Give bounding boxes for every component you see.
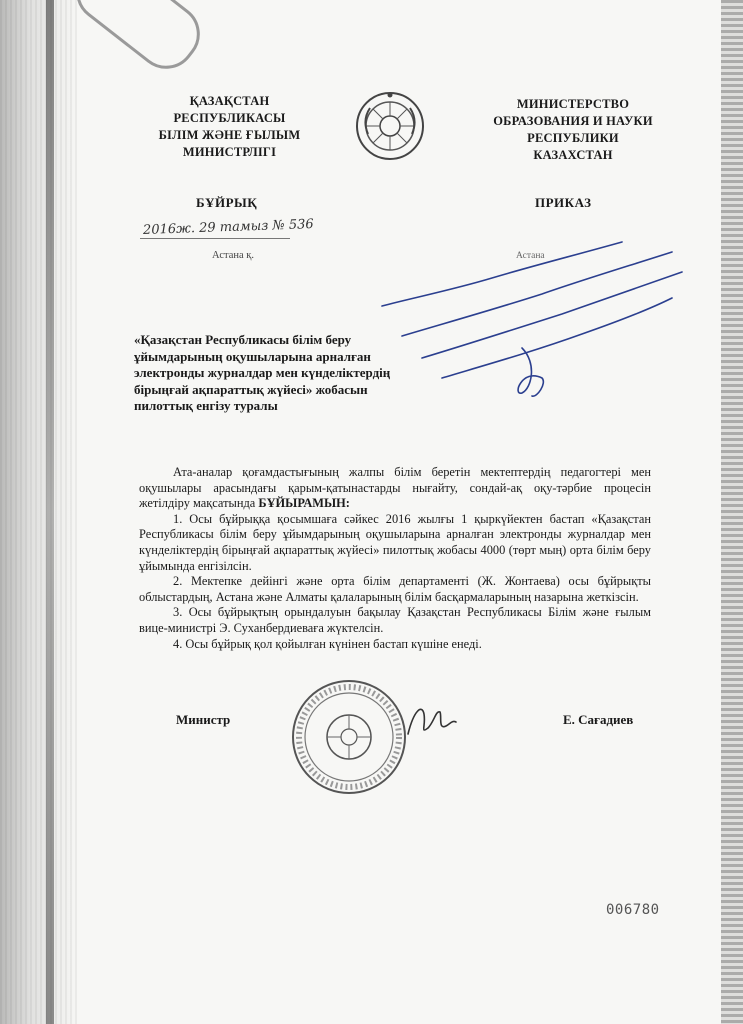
header-ru: [488, 96, 658, 164]
order-date-number: 2016ж. 29 тамыз № 536: [142, 217, 314, 238]
body-paragraph: 4. Осы бұйрық қол қойылған күнінен бастап күшіне енеді.: [173, 636, 482, 651]
signatory-title: Министр: [176, 712, 231, 727]
official-round-stamp-icon: [290, 678, 408, 796]
order-label-ru: ПРИКАЗ: [535, 195, 592, 210]
header-kz-line: МИНИСТРЛІГІ: [182, 145, 277, 159]
city-label-ru: Астана: [516, 251, 545, 261]
city-label-kz: Астана қ.: [212, 250, 254, 261]
handwritten-signature: [400, 700, 460, 740]
signatory-name: Е. Сағадиев: [563, 712, 634, 727]
date-underline: [140, 238, 290, 239]
scan-shadow-right: [721, 0, 743, 1024]
order-subject: «Қазақстан Республикасы білім беру ұйымдарының оқушыларына арналған электронды журналдар мен күнделіктердің бірыңғай ақпараттық жүйесі» жобасын пилоттық енгізу туралы: [134, 332, 391, 414]
header-ru-line: МИНИСТЕРСТВО: [516, 97, 630, 111]
kazakhstan-state-emblem-icon: [354, 90, 426, 162]
paperclip-shape: [64, 0, 212, 81]
body-paragraph-text: Ата-аналар қоғамдастығының жалпы білім беретін мектептердің педагогтері мен оқушылары арасындағы қарым-қатынастарды нығайту, сондай-ақ оқу-тәрбие процесін жетілдіру мақсатында: [139, 465, 651, 511]
order-label-kz: БҰЙРЫҚ: [196, 195, 258, 210]
order-directive: БҰЙЫРАМЫН:: [258, 496, 350, 511]
header-kz-line: РЕСПУБЛИКАСЫ: [173, 111, 286, 125]
header-kz: [132, 93, 327, 161]
header-ru-line: ОБРАЗОВАНИЯ И НАУКИ: [493, 114, 653, 128]
header-kz-line: БІЛІМ ЖӘНЕ ҒЫЛЫМ: [158, 128, 301, 142]
scan-shadow-left: [0, 0, 78, 1024]
scan-edge-line: [46, 0, 54, 1024]
header-ru-line: КАЗАХСТАН: [533, 148, 613, 162]
body-paragraph: 3. Осы бұйрықтың орындалуын бақылау Қазақстан Республикасы Білім және ғылым вице-министрі Э. Суханбердиеваға жүктелсін.: [139, 605, 651, 635]
header-ru-line: РЕСПУБЛИКИ: [527, 131, 619, 145]
order-body: [139, 465, 651, 652]
body-paragraph: [139, 465, 651, 512]
handwritten-resolution-note: [372, 228, 712, 418]
body-paragraph: 2. Мектепке дейінгі және орта білім департаменті (Ж. Жонтаева) осы бұйрықты облыстардың, Астана және Алматы қалаларының білім басқармаларының назарына жеткізсін.: [139, 574, 651, 604]
body-paragraph: 1. Осы бұйрыққа қосымшаға сәйкес 2016 жылғы 1 қыркүйектен бастап «Қазақстан Республикасы білім беру ұйымдарының оқушыларына арналған электронды журналдар мен күнделіктердің бірыңғай ақпараттық жүйесі» пилоттық жобасы 4000 (төрт мың) орта білім беру ұйымында енгізілсін.: [139, 511, 651, 573]
document-serial-number: 006780: [606, 902, 660, 918]
header-kz-line: ҚАЗАҚСТАН: [189, 94, 270, 108]
